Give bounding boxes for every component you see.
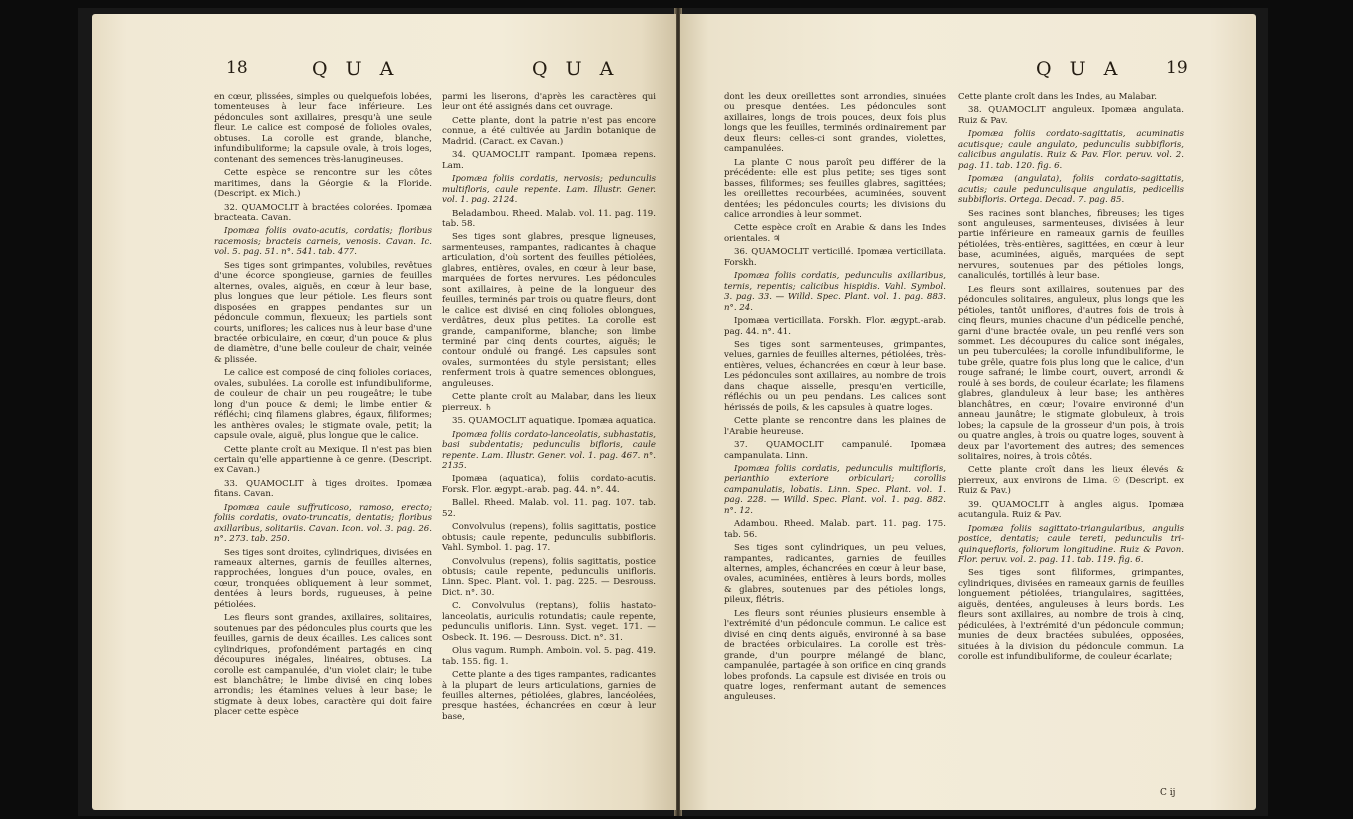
synonym-reference: Ipomæa verticillata. Forskh. Flor. ægypt.-arab. pag. 44. n°. 41. xyxy=(724,316,946,337)
paragraph: Les fleurs sont grandes, axillaires, solitaires, soutenues par des pédoncules plus courts que les feuilles, garnis de deux écailles. Les calices sont cylindriques, profondément partagés en cinq découpures inégales, linéaires, obtuses. La corolle est campanulée, d'un violet clair; le tube est blanchâtre; le limbe divisé en cinq lobes arrondis; les étamines velues à leur base; le stigmate à deux lobes, caractère qui doit faire placer cette espèce xyxy=(214,613,432,718)
paragraph: Ses tiges sont filiformes, grimpantes, cylindriques, divisées en rameaux garnis de feuilles longuement pétiolées, triangulaires, sagittées, aiguës, dentées, anguleuses à leurs bords. Les fleurs sont axillaires, au nombre de trois à cinq, pédiculées, à l'extrémité d'un pédoncule commun; munies de deux bractées subulées, opposées, situées à la division du pédoncule commun. La corolle est infundibuliforme, de couleur écarlate; xyxy=(958,568,1184,663)
synonym-reference: Convolvulus (repens), foliis sagittatis, postice obtusis; caule repente, pedunculis unifloris. Linn. Spec. Plant. vol. 1. pag. 225. — Desrouss. Dict. n°. 30. xyxy=(442,556,656,598)
latin-diagnosis: Ipomæa foliis cordatis, pedunculis axillaribus, ternis, repentis; calicibus hispidis. Vahl. Symbol. 3. pag. 33. — Willd. Spec. Plant. vol. 1. pag. 883. n°. 24. xyxy=(724,271,946,313)
paragraph: Les fleurs sont réunies plusieurs ensemble à l'extrémité d'un pédoncule commun. Le calice est divisé en cinq dents aiguës, environné à sa base de bractées orbiculaires. La corolle est très-grande, d'un pourpre mélangé de blanc, campanulée, partagée à son orifice en cinq grands lobes profonds. La capsule est divisée en trois ou quatre loges, renfermant autant de semences anguleuses. xyxy=(724,608,946,703)
paragraph: Ses tiges sont droites, cylindriques, divisées en rameaux alternes, garnis de feuilles alternes, rapprochées, longues d'un pouce, ovales, en cœur, tronquées obliquement à leur sommet, dentées à leurs bords, rugueuses, à peine pétiolées. xyxy=(214,547,432,610)
paragraph: Cette plante a des tiges rampantes, radicantes à la plupart de leurs articulations, garnies de feuilles alternes, pétiolées, glabres, lancéolées, presque hastées, échancrées en cœur à leur base, xyxy=(442,670,656,722)
paragraph: Cette espèce croît en Arabie & dans les Indes orientales. ♃ xyxy=(724,223,946,244)
right-column-b xyxy=(958,92,1184,666)
species-entry-37: 37. QUAMOCLIT campanulé. Ipomæa campanulata. Linn. xyxy=(724,440,946,461)
species-entry-39: 39. QUAMOCLIT à angles aigus. Ipomæa acutangula. Ruiz & Pav. xyxy=(958,499,1184,521)
page-number: 18 xyxy=(226,58,248,78)
paragraph: Cette plante croît dans les lieux élevés & pierreux, aux environs de Lima. ☉ (Descript. ex Ruiz & Pav.) xyxy=(958,465,1184,497)
paragraph: Ses tiges sont glabres, presque ligneuses, sarmenteuses, rampantes, radicantes à chaque articulation, d'où sortent des feuilles pétiolées, glabres, entières, ovales, en cœur à leur base, marquées de fortes nervures. Les pédoncules sont axillaires, à peine de la longueur des feuilles, terminés par trois ou quatre fleurs, dont le calice est divisé en cinq folioles oblongues, verdâtres, deux plus petites. La corolle est grande, campaniforme, blanche; son limbe terminé par cinq dents courtes, aiguës; le contour ondulé ou frangé. Les capsules sont ovales, surmontées du style persistant; elles renferment trois à quatre semences oblongues, anguleuses. xyxy=(442,232,656,389)
synonym-reference: Olus vagum. Rumph. Amboin. vol. 5. pag. 419. tab. 155. fig. 1. xyxy=(442,646,656,667)
synonym-reference: Beladambou. Rheed. Malab. vol. 11. pag. 119. tab. 58. xyxy=(442,208,656,229)
left-column-b xyxy=(442,92,656,725)
paragraph: Ses racines sont blanches, fibreuses; les tiges sont anguleuses, sarmenteuses, divisées à leur partie inférieure en rameaux garnis de feuilles pétiolées, très-entières, sagittées, en cœur à leur base, acuminées, aiguës, marquées de sept nervures, soutenues par des pétioles longs, canaliculés, tortillés à leur base. xyxy=(958,208,1184,282)
synonym-reference: Adambou. Rheed. Malab. part. 11. pag. 175. tab. 56. xyxy=(724,519,946,540)
paragraph: Ses tiges sont grimpantes, volubiles, revêtues d'une écorce spongieuse, garnies de feuilles alternes, ovales, aiguës, en cœur à leur base, plus longues que leur pétiole. Les fleurs sont disposées en grappes pendantes sur un pédoncule commun, flexueux; les partiels sont courts, uniflores; les calices nus à leur base d'une bractée orbiculaire, en cœur, d'un pouce & plus de diamètre, d'une belle couleur de chair, veinée & plissée. xyxy=(214,260,432,365)
page-number: 19 xyxy=(1166,58,1188,78)
paragraph: Cette plante croît au Malabar, dans les lieux pierreux. ♄ xyxy=(442,392,656,413)
left-column-a xyxy=(214,92,432,721)
running-head-right-column: Q U A xyxy=(532,58,620,80)
latin-diagnosis: Ipomæa foliis cordato-lanceolatis, subhastatis, basi subdentatis; pedunculis bifloris, caule repente. Lam. Illustr. Gener. vol. 1. pag. 467. n°. 2135. xyxy=(442,429,656,471)
latin-diagnosis: Ipomæa caule suffruticoso, ramoso, erecto; foliis cordatis, ovato-truncatis, dentatis; floribus axillaribus, solitariis. Cavan. Icon. vol. 3. pag. 26. n°. 273. tab. 250. xyxy=(214,502,432,545)
paragraph: Cette plante, dont la patrie n'est pas encore connue, a été cultivée au Jardin botanique de Madrid. (Caract. ex Cavan.) xyxy=(442,115,656,147)
paragraph: La plante C nous paroît peu différer de la précédente: elle est plus petite; ses tiges sont basses, filiformes; ses feuilles glabres, sagittées; les oreillettes recourbées, acuminées, souvent dentées; les pédoncules courts; les divisions du calice arrondies à leur sommet. xyxy=(724,157,946,220)
running-head: Q U A xyxy=(1036,58,1124,80)
open-book xyxy=(78,8,1268,816)
paragraph: Cette plante croît au Mexique. Il n'est pas bien certain qu'elle appartienne à ce genre. (Descript. ex Cavan.) xyxy=(214,444,432,476)
synonym-reference: Convolvulus (repens), foliis sagittatis, postice obtusis; caule repente, pedunculis subbifloris. Vahl. Symbol. 1. pag. 17. xyxy=(442,522,656,554)
right-page xyxy=(680,14,1256,810)
species-entry-38: 38. QUAMOCLIT anguleux. Ipomæa angulata. Ruiz & Pav. xyxy=(958,105,1184,126)
synonym-reference: C. Convolvulus (reptans), foliis hastato-lanceolatis, auriculis rotundatis; caule repente, pedunculis unifloris. Linn. Syst. veget. 171. — Osbeck. It. 196. — Desrouss. Dict. n°. 31. xyxy=(442,601,656,643)
synonym-reference: Ballel. Rheed. Malab. vol. 11. pag. 107. tab. 52. xyxy=(442,498,656,519)
paragraph: parmi les liserons, d'après les caractères qui leur ont été assignés dans cet ouvrage. xyxy=(442,92,656,113)
latin-diagnosis: Ipomæa foliis ovato-acutis, cordatis; floribus racemosis; bracteis carneis, venosis. Cavan. Ic. vol. 5. pag. 51. n°. 541. tab. 477. xyxy=(214,226,432,258)
running-head: Q U A xyxy=(312,58,400,80)
latin-diagnosis: Ipomæa (angulata), foliis cordato-sagittatis, acutis; caule pedunculisque angulatis, pedicellis subbifloris. Ortega. Decad. 7. pag. 85. xyxy=(958,174,1184,206)
synonym-reference: Ipomæa (aquatica), foliis cordato-acutis. Forsk. Flor. ægypt.-arab. pag. 44. n°. 44. xyxy=(442,474,656,495)
left-page xyxy=(92,14,676,810)
paragraph: Ses tiges sont cylindriques, un peu velues, rampantes, radicantes, garnies de feuilles alternes, amples, échancrées en cœur à leur base, ovales, acuminées, entières à leurs bords, molles & glabres, soutenues par des pétioles longs, pileux, flétris. xyxy=(724,543,946,606)
latin-diagnosis: Ipomæa foliis cordatis, pedunculis multifloris, perianthio exteriore orbiculari; corollis campanulatis, lobatis. Linn. Spec. Plant. vol. 1. pag. 228. — Willd. Spec. Plant. vol. 1. pag. 882. n°. 12. xyxy=(724,463,946,516)
right-column-a xyxy=(724,92,946,706)
latin-diagnosis: Ipomæa foliis sagittato-triangularibus, angulis postice, dentatis; caule tereti, pedunculis tri-quinquefloris, foliorum longitudine. Ruiz & Pavon. Flor. peruv. vol. 2. pag. 11. tab. 119. fig. 6. xyxy=(958,523,1184,566)
species-entry-36: 36. QUAMOCLIT verticillé. Ipomæa verticillata. Forskh. xyxy=(724,247,946,268)
latin-diagnosis: Ipomæa foliis cordatis, nervosis; pedunculis multifloris, caule repente. Lam. Illustr. Gener. vol. 1. pag. 2124. xyxy=(442,174,656,206)
paragraph: Cette plante se rencontre dans les plaines de l'Arabie heureuse. xyxy=(724,416,946,437)
paragraph: dont les deux oreillettes sont arrondies, sinuées ou presque dentées. Les pédoncules sont axillaires, longs de trois pouces, deux fois plus longs que les feuilles, terminés ordinairement par deux fleurs: celles-ci sont grandes, violettes, campanulées. xyxy=(724,92,946,155)
species-entry-35: 35. QUAMOCLIT aquatique. Ipomæa aquatica. xyxy=(452,416,656,427)
paragraph: Ses tiges sont sarmenteuses, grimpantes, velues, garnies de feuilles alternes, pétiolées, très-entières, velues, échancrées en cœur à leur base. Les pédoncules sont axillaires, au nombre de trois dans chaque aisselle, presqu'en verticille, réfléchis ou un peu pendans. Les calices sont hérissés de poils, & les capsules à quatre loges. xyxy=(724,339,946,413)
paragraph: Cette plante croît dans les Indes, au Malabar. xyxy=(958,92,1157,102)
species-entry-34: 34. QUAMOCLIT rampant. Ipomæa repens. Lam. xyxy=(442,150,656,171)
paragraph: Cette espèce se rencontre sur les côtes maritimes, dans la Géorgie & la Floride. (Descript. ex Mich.) xyxy=(214,168,432,200)
latin-diagnosis: Ipomæa foliis cordato-sagittatis, acuminatis acutisque; caule angulato, pedunculis subbifloris, calicibus angulatis. Ruiz & Pav. Flor. peruv. vol. 2. pag. 11. tab. 120. fig. 6. xyxy=(958,129,1184,171)
paragraph: Le calice est composé de cinq folioles coriaces, ovales, subulées. La corolle est infundibuliforme, de couleur de chair un peu rougeâtre; le tube long d'un pouce & demi; le limbe entier & réfléchi; cinq filamens glabres, égaux, filiformes; les anthères ovales; le stigmate ovale, petit; la capsule ovale, aiguë, plus longue que le calice. xyxy=(214,368,432,442)
signature-mark: C ij xyxy=(1160,788,1176,798)
species-entry-33: 33. QUAMOCLIT à tiges droites. Ipomæa fitans. Cavan. xyxy=(214,478,432,500)
species-entry-32: 32. QUAMOCLIT à bractées colorées. Ipomæa bracteata. Cavan. xyxy=(214,202,432,223)
paragraph: Les fleurs sont axillaires, soutenues par des pédoncules solitaires, anguleux, plus longs que les pétioles, tantôt uniflores, d'autres fois de trois à cinq fleurs, munies chacune d'un pédicelle penché, garni d'une bractée ovale, un peu renflé vers son sommet. Les découpures du calice sont inégales, un peu tuberculées; la corolle infundibuliforme, le tube grêle, quatre fois plus long que le calice, d'un rouge safrané; le limbe court, ouvert, arrondi & roulé à ses bords, de couleur écarlate; les filamens glabres, glanduleux à leur base; les anthères blanchâtres, en cœur; l'ovaire environné d'un anneau jaunâtre; le stigmate globuleux, à trois lobes; la capsule de la grosseur d'un pois, à trois ou quatre angles, à trois ou quatre loges, souvent à deux par l'avortement des autres; des semences solitaires, noires, à trois côtés. xyxy=(958,284,1184,462)
paragraph: en cœur, plissées, simples ou quelquefois lobées, tomenteuses à leur face inférieure. Les pédoncules sont axillaires, presqu'à une seule fleur. Le calice est composé de folioles ovales, obtuses. La corolle est grande, blanche, infundibuliforme; la capsule ovale, à trois loges, contenant des semences très-lanugineuses. xyxy=(214,92,432,165)
